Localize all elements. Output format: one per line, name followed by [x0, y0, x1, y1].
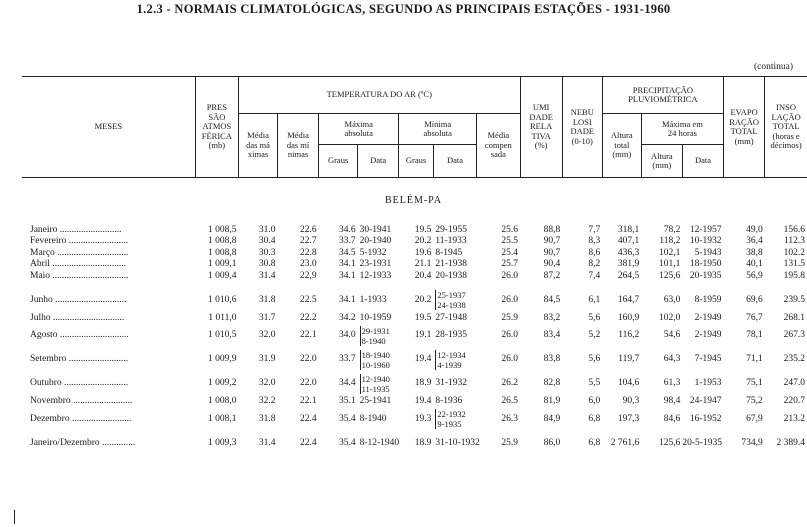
- precip-24h-date: 5-1943: [694, 247, 722, 258]
- mean-max: 31.4: [258, 437, 276, 448]
- document-title: 1.2.3 - NORMAIS CLIMATOLÓGICAS, SEGUNDO AS PRINCIPAIS ESTAÇÕES - 1931-1960: [136, 2, 671, 16]
- header-insolacao: INSO LAÇÃO TOTAL (horas e décimos): [765, 77, 807, 178]
- abs-max-date-value: 5-1932: [359, 247, 387, 258]
- abs-max-degrees: 34.1: [338, 270, 356, 281]
- precip-24h-date: 16-1952: [689, 413, 722, 424]
- abs-max-date: [358, 396, 399, 408]
- table-body: [22, 178, 807, 449]
- station-name: BELÉM-PA: [384, 194, 443, 206]
- month: Março ..............................: [30, 247, 129, 258]
- precip-total: 116,2: [618, 330, 640, 341]
- humidity: 83,8: [543, 354, 561, 365]
- humidity: 84,9: [543, 413, 561, 424]
- precip-24h-date: 8-1959: [694, 294, 722, 305]
- mean-compensated: 26.0: [501, 270, 519, 281]
- mean-max: 30.3: [258, 247, 276, 258]
- abs-min-date-value: 11-1933: [435, 236, 467, 247]
- insolation: 239.5: [783, 294, 805, 305]
- precip-total: 2 761,6: [610, 437, 640, 448]
- abs-min-date-value: 31-1932: [435, 378, 468, 389]
- abs-min-degrees: 20.2: [414, 294, 432, 305]
- precip-24h-date: 1-1953: [694, 378, 722, 389]
- header-data-24h: Data: [682, 145, 723, 178]
- abs-min-date: [433, 372, 476, 396]
- abs-max-degrees: 35.4: [338, 437, 356, 448]
- abs-min-date-bracket: [435, 290, 465, 310]
- abs-min-degrees: 19.6: [414, 247, 432, 258]
- abs-max-date-value: 23-1931: [359, 259, 392, 270]
- abs-min-degrees: 19.4: [414, 396, 432, 407]
- abs-max-degrees: 35.4: [338, 413, 356, 424]
- humidity: 84,5: [543, 294, 561, 305]
- precip-total: 197,3: [617, 413, 640, 424]
- header-maxima-absoluta: Máxima absoluta: [319, 114, 399, 145]
- mean-max: 30.8: [258, 259, 276, 270]
- abs-min-date: [433, 288, 476, 312]
- abs-min-date: [433, 259, 476, 271]
- abs-max-date-bracket: [360, 326, 390, 346]
- evaporation: 40,1: [746, 259, 763, 270]
- table-row: [22, 224, 807, 236]
- table-row: [22, 407, 807, 431]
- abs-max-date-value: 25-1941: [359, 396, 392, 407]
- abs-min-date-line: 12-1934: [437, 349, 466, 360]
- table-row: [22, 348, 807, 372]
- humidity: 90,7: [543, 236, 561, 247]
- abs-min-date-line: 24-1938: [437, 299, 466, 310]
- mean-max: 31.8: [258, 294, 276, 305]
- table-header: [22, 77, 807, 178]
- abs-max-date-bracket: [360, 350, 390, 370]
- continua-label: (continua): [753, 62, 793, 72]
- precip-24h-date: 7-1945: [694, 354, 722, 365]
- precip-total: 164,7: [617, 294, 640, 305]
- mean-max: 32.0: [258, 330, 276, 341]
- abs-max-date-value: 10-1959: [359, 312, 392, 323]
- abs-max-degrees: 34.2: [338, 312, 356, 323]
- humidity: 83,2: [543, 312, 561, 323]
- table-row: [22, 324, 807, 348]
- evaporation: 75,1: [746, 378, 763, 389]
- evaporation: 78,1: [746, 330, 763, 341]
- pressure: 1 009,4: [208, 270, 237, 281]
- pressure: 1 011,0: [208, 312, 237, 323]
- insolation: 112.3: [783, 236, 805, 247]
- evaporation: 56,9: [746, 270, 763, 281]
- month: Agosto .............................: [30, 330, 129, 341]
- evaporation: 36,4: [746, 236, 763, 247]
- header-graus-min: Graus: [399, 145, 434, 178]
- table-row: [22, 259, 807, 271]
- humidity: 86,0: [543, 437, 561, 448]
- abs-max-degrees: 34.1: [338, 294, 356, 305]
- precip-24h-date: 24-1947: [689, 396, 722, 407]
- precip-24h-date: 20-1935: [689, 270, 722, 281]
- abs-max-date: [358, 288, 399, 312]
- precip-24h-height: 102,1: [659, 247, 681, 258]
- abs-max-degrees: 34.1: [338, 259, 356, 270]
- insolation: 2 389.4: [776, 437, 805, 448]
- precip-24h-date: 18-1950: [689, 259, 722, 270]
- abs-min-degrees: 18.9: [414, 437, 432, 448]
- insolation: 220.7: [783, 396, 805, 407]
- abs-max-date: [358, 348, 399, 372]
- header-media-maximas: Média das má ximas: [239, 114, 278, 178]
- mean-min: 22.1: [300, 396, 317, 407]
- humidity: 90,4: [543, 259, 561, 270]
- precip-24h-height: 78,2: [663, 224, 681, 235]
- abs-min-date-line: 22-1932: [437, 409, 466, 420]
- abs-min-degrees: 18.9: [414, 378, 432, 389]
- abs-max-date-line: 12-1940: [361, 373, 390, 384]
- abs-min-date-value: 8-1945: [435, 247, 463, 258]
- abs-max-date-value: 20-1940: [359, 236, 392, 247]
- header-data-max: Data: [358, 145, 399, 178]
- precip-total: 318,1: [617, 224, 640, 235]
- abs-min-date: [433, 270, 476, 282]
- abs-max-date-line: 11-1935: [361, 383, 390, 394]
- mean-min: 22.8: [300, 247, 317, 258]
- abs-max-date: [358, 224, 399, 236]
- cloudiness: 8,6: [588, 247, 601, 258]
- abs-max-date: [358, 372, 399, 396]
- header-altura-total: Altura total (mm): [602, 114, 641, 178]
- insolation: 267.3: [783, 330, 805, 341]
- header-pressao: PRES SÃO ATMOS FÉRICA (mb): [195, 77, 238, 178]
- evaporation: 38,8: [746, 247, 763, 258]
- mean-compensated: 26.2: [501, 378, 519, 389]
- evaporation: 71,1: [746, 354, 763, 365]
- pressure: 1 009,1: [208, 259, 237, 270]
- mean-min: 22.0: [300, 354, 317, 365]
- insolation: 156.6: [783, 224, 805, 235]
- abs-min-degrees: 19.5: [414, 312, 432, 323]
- precip-24h-height: 64,3: [663, 354, 681, 365]
- abs-min-date-line: 4-1939: [437, 359, 462, 370]
- insolation: 235.2: [783, 354, 805, 365]
- table-row: [22, 312, 807, 324]
- abs-min-date: [433, 324, 476, 348]
- abs-min-degrees: 19.5: [414, 224, 432, 235]
- table-row: [22, 396, 807, 408]
- pressure: 1 009,2: [208, 378, 237, 389]
- table-row: [22, 437, 807, 449]
- precip-24h-date: 2-1949: [694, 330, 722, 341]
- abs-max-date-value: 30-1941: [359, 224, 392, 235]
- abs-max-date-value: 1-1933: [359, 294, 387, 305]
- precip-24h-height: 84,6: [663, 413, 681, 424]
- pressure: 1 008,5: [208, 224, 237, 235]
- mean-max: 32.0: [258, 378, 276, 389]
- insolation: 213.2: [783, 413, 805, 424]
- header-media-minimas: Média das mí nimas: [277, 114, 318, 178]
- margin-mark: [14, 510, 15, 524]
- mean-compensated: 26.5: [501, 396, 519, 407]
- precip-total: 264,5: [617, 270, 640, 281]
- mean-compensated: 26.0: [501, 330, 519, 341]
- precip-24h-height: 61,3: [663, 378, 681, 389]
- abs-max-date-value: 12-1933: [359, 270, 392, 281]
- cloudiness: 8,2: [588, 259, 601, 270]
- pressure: 1 008,8: [208, 236, 237, 247]
- evaporation: 67,9: [746, 413, 763, 424]
- abs-max-degrees: 34.5: [338, 247, 356, 258]
- month: Novembro .........................: [30, 396, 133, 407]
- table-row: [22, 288, 807, 312]
- abs-max-date-line: 29-1931: [361, 325, 390, 336]
- abs-max-date-value: 8-1940: [359, 413, 387, 424]
- mean-min: 22.7: [300, 236, 317, 247]
- month: Setembro .........................: [30, 354, 129, 365]
- abs-max-date: [358, 236, 399, 248]
- abs-max-date: [358, 437, 399, 449]
- header-minima-absoluta: Mínima absoluta: [399, 114, 477, 145]
- mean-compensated: 26.0: [501, 354, 519, 365]
- cloudiness: 5,5: [588, 378, 601, 389]
- abs-min-date-value: 21-1938: [435, 259, 468, 270]
- insolation: 268.1: [783, 312, 805, 323]
- abs-min-date: [433, 312, 476, 324]
- header-maxima-24h: Máxima em 24 horas: [641, 114, 723, 145]
- header-media-compensada: Média compen sada: [477, 114, 520, 178]
- evaporation: 75,2: [746, 396, 763, 407]
- mean-compensated: 25.5: [501, 236, 519, 247]
- precip-total: 104,6: [617, 378, 640, 389]
- month: Julho ..............................: [30, 312, 125, 323]
- humidity: 81,9: [543, 396, 561, 407]
- mean-compensated: 25.9: [501, 312, 519, 323]
- abs-min-date-line: 9-1935: [437, 419, 462, 430]
- month: Dezembro .........................: [30, 413, 132, 424]
- evaporation: 49,0: [746, 224, 763, 235]
- abs-min-degrees: 21.1: [414, 259, 432, 270]
- abs-max-degrees: 33.7: [338, 236, 356, 247]
- table-row: [22, 270, 807, 282]
- precip-total: 90,3: [622, 396, 640, 407]
- precip-24h-height: 98,4: [663, 396, 681, 407]
- precip-24h-date: 2-1949: [694, 312, 722, 323]
- mean-min: 22.5: [300, 294, 317, 305]
- abs-max-date-value: 8-12-1940: [359, 437, 400, 448]
- precip-24h-date: 20-5-1935: [682, 437, 722, 448]
- precip-total: 407,1: [617, 236, 640, 247]
- cloudiness: 7,4: [588, 270, 601, 281]
- precip-total: 436,3: [617, 247, 640, 258]
- precip-24h-height: 63,0: [663, 294, 681, 305]
- precip-total: 119,7: [618, 354, 640, 365]
- abs-min-date: [433, 224, 476, 236]
- cloudiness: 5,6: [588, 312, 601, 323]
- month: Janeiro/Dezembro ..............: [30, 437, 136, 448]
- table-row: [22, 247, 807, 259]
- pressure: 1 009,3: [208, 437, 237, 448]
- evaporation: 76,7: [746, 312, 763, 323]
- mean-min: 22.1: [300, 330, 317, 341]
- precip-24h-height: 125,6: [659, 437, 681, 448]
- header-graus-max: Graus: [319, 145, 358, 178]
- humidity: 82,8: [543, 378, 561, 389]
- abs-min-date-value: 8-1936: [435, 396, 463, 407]
- abs-min-date: [433, 236, 476, 248]
- header-data-min: Data: [433, 145, 476, 178]
- pressure: 1 010,6: [208, 294, 237, 305]
- cloudiness: 6,0: [588, 396, 601, 407]
- mean-min: 22.6: [300, 224, 317, 235]
- month: Janeiro ..........................: [30, 224, 122, 235]
- pressure: 1 008,1: [208, 413, 237, 424]
- month: Junho ..............................: [30, 294, 127, 305]
- mean-compensated: 25.6: [501, 224, 519, 235]
- abs-max-date-line: 8-1940: [361, 335, 386, 346]
- abs-min-degrees: 20.4: [414, 270, 432, 281]
- insolation: 195.8: [783, 270, 805, 281]
- cloudiness: 8,3: [588, 236, 601, 247]
- table-row: [22, 372, 807, 396]
- abs-min-degrees: 19.3: [414, 413, 432, 424]
- cloudiness: 6,1: [588, 294, 601, 305]
- insolation: 131.5: [783, 259, 805, 270]
- abs-min-date: [433, 348, 476, 372]
- abs-max-date: [358, 270, 399, 282]
- table-row: [22, 236, 807, 248]
- precip-24h-height: 54,6: [663, 330, 681, 341]
- cloudiness: 7,7: [588, 224, 601, 235]
- header-altura-mm: Altura (mm): [641, 145, 682, 178]
- cloudiness: 6,8: [588, 413, 601, 424]
- mean-compensated: 25.9: [501, 437, 519, 448]
- mean-min: 23.0: [300, 259, 317, 270]
- precip-24h-height: 102,0: [659, 312, 681, 323]
- evaporation: 734,9: [741, 437, 763, 448]
- mean-max: 32.2: [258, 396, 276, 407]
- abs-min-degrees: 19.1: [414, 330, 432, 341]
- mean-min: 22.4: [300, 413, 317, 424]
- abs-min-date: [433, 407, 476, 431]
- abs-min-date-value: 28-1935: [435, 330, 468, 341]
- mean-compensated: 26.0: [501, 294, 519, 305]
- header-evaporacao: EVAPO RAÇÃO TOTAL (mm): [724, 77, 765, 178]
- abs-min-date-bracket: [435, 409, 465, 429]
- mean-compensated: 25.4: [501, 247, 519, 258]
- pressure: 1 008,8: [208, 247, 237, 258]
- header-nebulosidade: NEBU LOSI DADE (0-10): [562, 77, 602, 178]
- abs-min-date-bracket: [435, 350, 465, 370]
- climate-normals-table: [22, 76, 807, 449]
- month: Outubro ...........................: [30, 378, 129, 389]
- month: Abril ...............................: [30, 259, 127, 270]
- abs-min-degrees: 19.4: [414, 354, 432, 365]
- precip-24h-height: 118,2: [659, 236, 681, 247]
- insolation: 102.2: [783, 247, 805, 258]
- mean-min: 22.4: [300, 437, 317, 448]
- cloudiness: 6,8: [588, 437, 601, 448]
- abs-max-degrees: 35.1: [338, 396, 356, 407]
- month: Maio ................................: [30, 270, 129, 281]
- abs-min-date-value: 29-1955: [435, 224, 468, 235]
- month: Fevereiro .........................: [30, 236, 129, 247]
- abs-max-date: [358, 259, 399, 271]
- mean-max: 31.9: [258, 354, 276, 365]
- abs-max-degrees: 34.4: [338, 378, 356, 389]
- mean-max: 31.8: [258, 413, 276, 424]
- mean-max: 31.7: [258, 312, 276, 323]
- header-meses: MESES: [22, 77, 195, 178]
- abs-max-date: [358, 247, 399, 259]
- abs-max-date: [358, 312, 399, 324]
- abs-min-date-line: 25-1937: [437, 289, 466, 300]
- cloudiness: 5,2: [588, 330, 601, 341]
- precip-24h-date: 12-1957: [689, 224, 722, 235]
- mean-compensated: 26.3: [501, 413, 519, 424]
- mean-max: 31.0: [258, 224, 276, 235]
- precip-24h-height: 125,6: [659, 270, 681, 281]
- pressure: 1 010,5: [208, 330, 237, 341]
- humidity: 87,2: [543, 270, 561, 281]
- precip-total: 381,9: [617, 259, 640, 270]
- mean-min: 22.0: [300, 378, 317, 389]
- precip-24h-height: 101,1: [659, 259, 681, 270]
- abs-max-degrees: 34.0: [338, 330, 356, 341]
- abs-max-date: [358, 407, 399, 431]
- abs-max-date: [358, 324, 399, 348]
- abs-min-date: [433, 247, 476, 259]
- abs-max-date-line: 18-1940: [361, 349, 390, 360]
- humidity: 88,8: [543, 224, 561, 235]
- pressure: 1 009,9: [208, 354, 237, 365]
- header-precipitacao: PRECIPITAÇÃO PLUVIOMÉTRICA: [602, 77, 723, 114]
- abs-max-date-bracket: [360, 374, 390, 394]
- insolation: 247.0: [783, 378, 805, 389]
- abs-min-date-value: 31-10-1932: [435, 437, 480, 448]
- header-temperatura: TEMPERATURA DO AR (ºC): [239, 77, 521, 114]
- mean-max: 31.4: [258, 270, 276, 281]
- precip-total: 160,9: [617, 312, 640, 323]
- abs-max-degrees: 34.6: [338, 224, 356, 235]
- abs-min-date-value: 20-1938: [435, 270, 468, 281]
- cloudiness: 5,6: [588, 354, 601, 365]
- precip-24h-date: 10-1932: [689, 236, 722, 247]
- abs-max-degrees: 33.7: [338, 354, 356, 365]
- mean-min: 22,9: [300, 270, 317, 281]
- abs-min-date: [433, 437, 480, 449]
- evaporation: 69,6: [746, 294, 763, 305]
- abs-min-degrees: 20.2: [414, 236, 432, 247]
- header-umidade: UMI DADE RELA TIVA (%): [520, 77, 562, 178]
- humidity: 83,4: [543, 330, 561, 341]
- abs-min-date-value: 27-1948: [435, 312, 468, 323]
- mean-compensated: 25.7: [501, 259, 519, 270]
- mean-max: 30.4: [258, 236, 276, 247]
- humidity: 90,7: [543, 247, 561, 258]
- pressure: 1 008,0: [208, 396, 237, 407]
- abs-max-date-line: 10-1960: [361, 359, 390, 370]
- abs-min-date: [433, 396, 476, 408]
- mean-min: 22.2: [300, 312, 317, 323]
